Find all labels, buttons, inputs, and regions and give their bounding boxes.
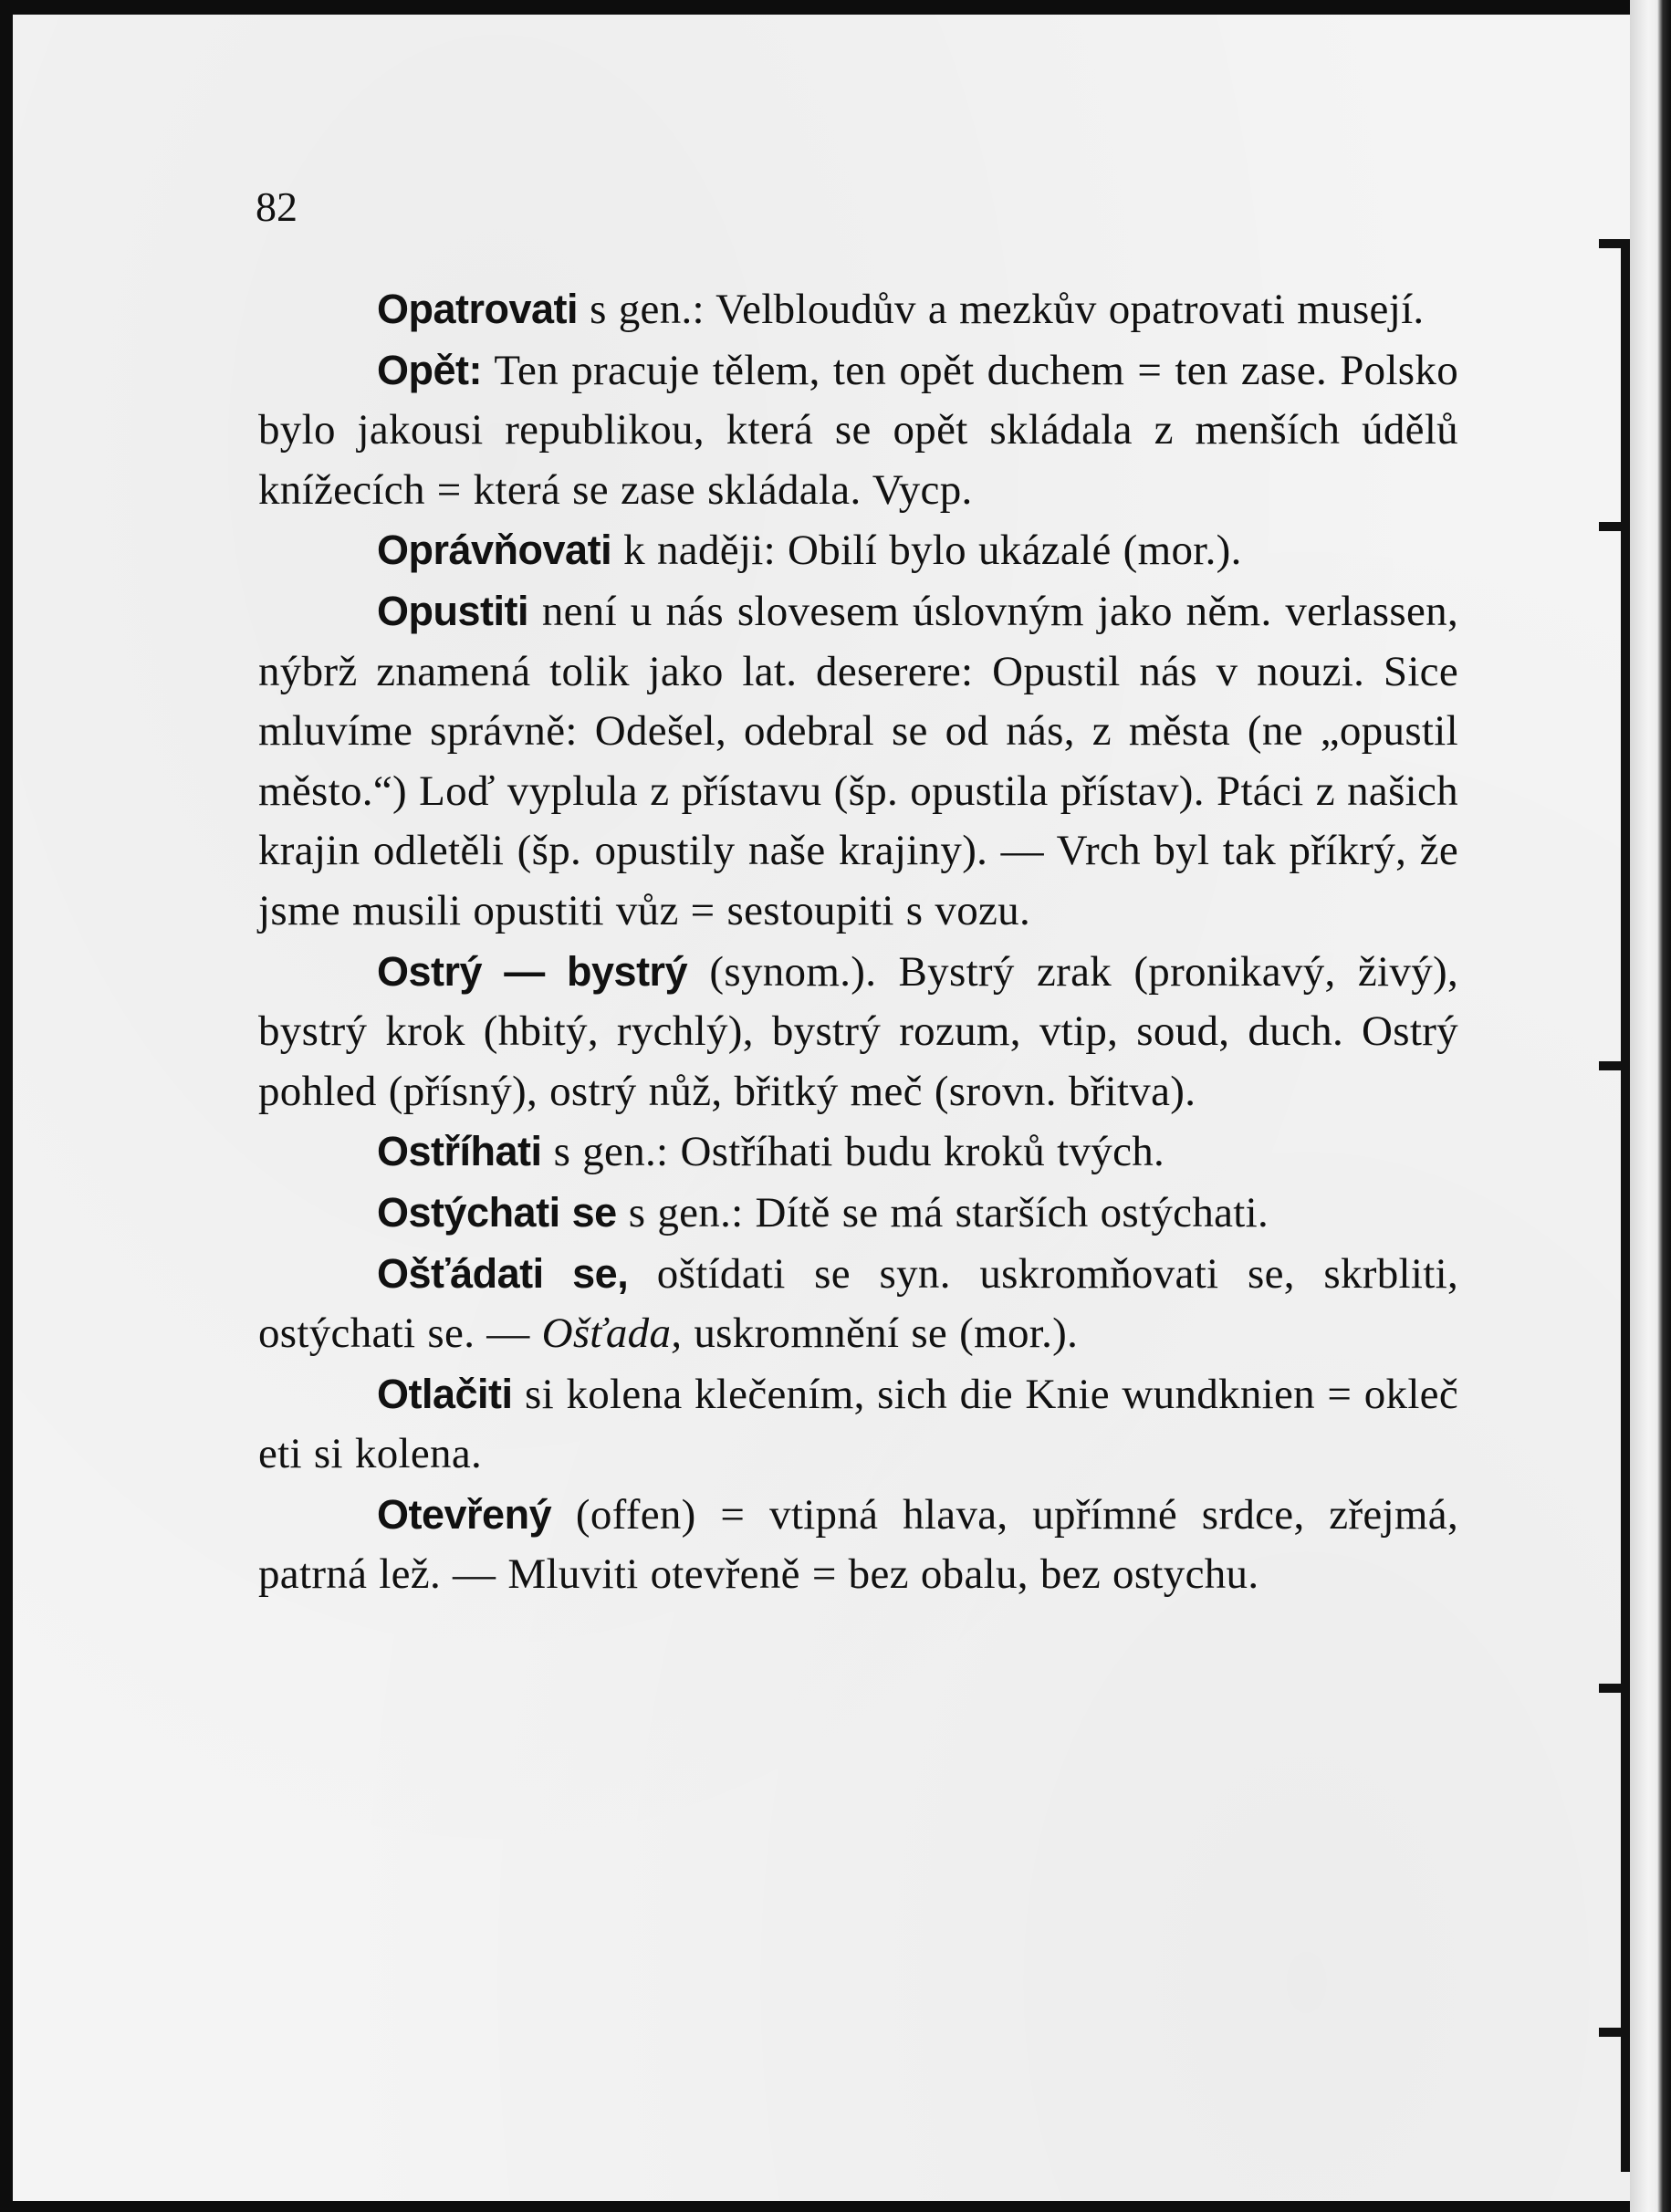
binding-tick-mark [1599, 1061, 1630, 1070]
entry-opustiti [258, 581, 1458, 942]
entry-ostadati-se [258, 1244, 1458, 1364]
entry-headword: Ošťádati se, [377, 1249, 629, 1297]
entry-text: (synom.). Bystrý zrak (pronikavý, živý), bystrý krok (hbitý, rychlý), bystrý rozum, vtip, soud, duch. Ostrý pohled (přísný), ostrý nůž, břitký meč (srovn. břitva). [258, 947, 1459, 1115]
entry-otevreny [258, 1485, 1458, 1605]
entry-opravnovati [258, 520, 1458, 581]
binding-tick-mark [1599, 239, 1630, 248]
entry-headword: Ostýchati se [377, 1188, 617, 1236]
binding-tick-mark [1599, 522, 1630, 531]
entry-otlaciti [258, 1364, 1458, 1485]
entry-ostrihati [258, 1122, 1458, 1183]
entry-text: k naději: Obilí bylo ukázalé (mor.). [611, 527, 1242, 575]
binding-tick-mark [1599, 1684, 1630, 1693]
dictionary-text [258, 279, 1458, 1605]
entry-opatrovati [258, 279, 1458, 340]
entry-text: si kolena klečením, sich die Knie wundknien = okleč eti si kolena. [258, 1370, 1458, 1478]
entry-text: (offen) = vtipná hlava, upřímné srdce, zřejmá, patrná lež. — Mluviti otevřeně = bez obalu, bez ostychu. [258, 1490, 1458, 1599]
entry-ostychati-se [258, 1183, 1458, 1244]
entry-text: není u nás slovesem úslovným jako něm. verlassen, nýbrž znamená tolik jako lat. deserere: Opustil nás v nouzi. Sice mluvíme správně: Odešel, odebral se od nás, z města (ne „opustil město.“) Loď vyplula z přístavu (šp. opustila přístav). Ptáci z našich krajin odletěli (šp. opustily naše krajiny). — Vrch byl tak příkrý, že jsme musili opustiti vůz = sestoupiti s vozu. [258, 587, 1458, 934]
binding-rule-line [1621, 246, 1630, 2172]
entry-headword: Opatrovati [377, 286, 579, 332]
entry-text: uskromnění se (mor.). [682, 1309, 1079, 1358]
entry-text: oštídati se syn. uskromňovati se, skrbliti, ostýchati se. — [258, 1249, 1458, 1358]
binding-tick-mark [1599, 2028, 1630, 2037]
entry-headword: Opustiti [377, 587, 528, 634]
entry-headword: Otlačiti [377, 1370, 513, 1417]
entry-text: s gen.: Dítě se má starších ostýchati. [616, 1188, 1269, 1236]
entry-text: s gen.: Ostříhati budu kroků tvých. [541, 1128, 1165, 1176]
entry-italic-term: Ošťada, [541, 1309, 683, 1358]
entry-ostry-bystry [258, 942, 1458, 1122]
page-number: 82 [256, 183, 298, 230]
page-binding-edge [1630, 0, 1671, 2212]
entry-opet [258, 340, 1458, 521]
entry-headword: Ostrý — bystrý [377, 947, 688, 995]
entry-headword: Ostříhati [377, 1128, 542, 1175]
entry-headword: Otevřený [377, 1490, 552, 1538]
entry-text: Ten pracuje tělem, ten opět duchem = ten zase. Polsko bylo jakousi republikou, která se opět skládala z menších údělů knížecích = která se zase skládala. Vycp. [258, 346, 1458, 514]
entry-text: s gen.: Velbloudův a mezkův opatrovati musejí. [578, 286, 1425, 333]
entry-headword: Oprávňovati [377, 527, 612, 574]
entry-headword: Opět: [377, 346, 482, 393]
